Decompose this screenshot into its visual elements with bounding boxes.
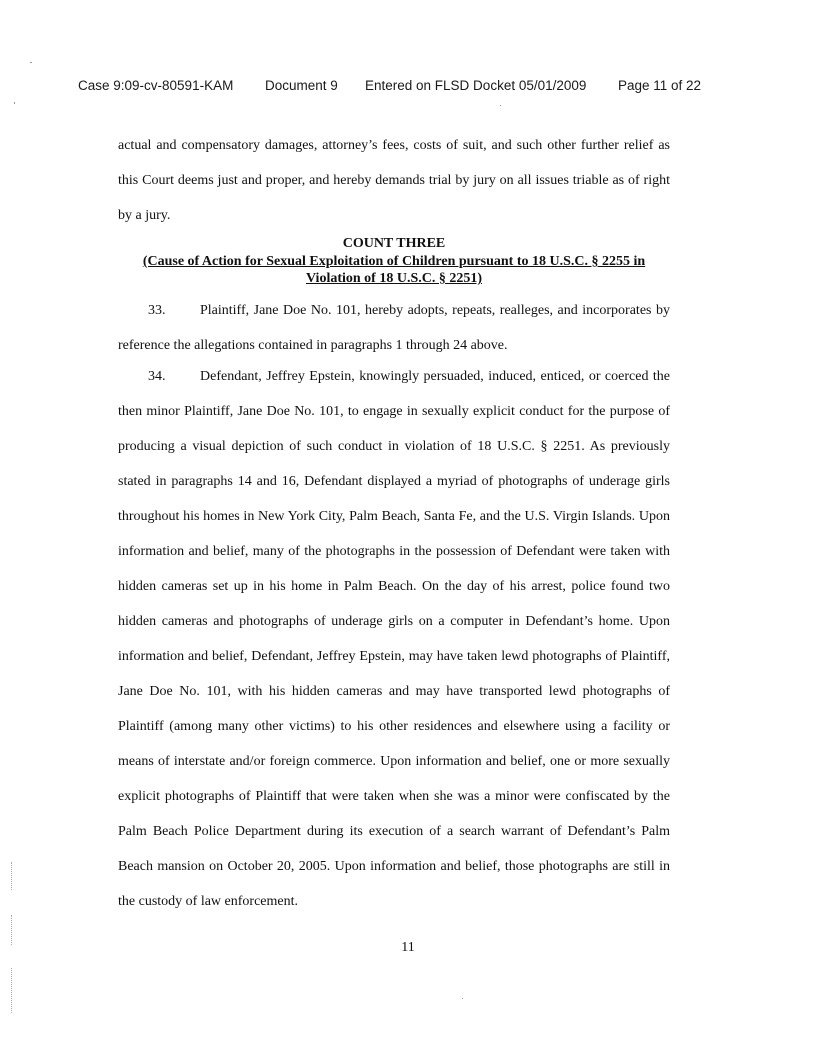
paragraph-33 [118, 293, 670, 363]
scan-speck [14, 102, 15, 104]
scan-margin-mark [11, 915, 13, 945]
paragraph-text: Defendant, Jeffrey Epstein, knowingly persuaded, induced, enticed, or coerced the then minor Plaintiff, Jane Doe No. 101, to engage in sexually explicit conduct for the purpose of producing a visual depiction of such conduct in violation of 18 U.S.C. § 2251. As previously stated in paragraphs 14 and 16, Defendant displayed a myriad of photographs of underage girls throughout his homes in New York City, Palm Beach, Santa Fe, and the U.S. Virgin Islands. Upon information and belief, many of the photographs in the possession of Defendant were taken with hidden cameras set up in his home in Palm Beach. On the day of his arrest, police found two hidden cameras and photographs of underage girls on a computer in Defendant’s home. Upon information and belief, Defendant, Jeffrey Epstein, may have taken lewd photographs of Plaintiff, Jane Doe No. 101, with his hidden cameras and may have transported lewd photographs of Plaintiff (among many other victims) to his other residences and elsewhere using a facility or means of interstate and/or foreign commerce. Upon information and belief, one or more sexually explicit photographs of Plaintiff that were taken when she was a minor were confiscated by the Palm Beach Police Department during its execution of a search warrant of Defendant’s Palm Beach mansion on October 20, 2005. Upon information and belief, those photographs are still in the custody of law enforcement. [118, 369, 670, 909]
scan-margin-mark [11, 968, 13, 1013]
paragraph-number: 33. [148, 303, 166, 318]
count-title: COUNT THREE [342, 236, 446, 251]
scan-margin-mark [11, 862, 13, 890]
docket-entry-date: Entered on FLSD Docket 05/01/2009 [365, 78, 587, 93]
paragraph-34 [118, 359, 670, 919]
page-indicator: Page 11 of 22 [618, 78, 702, 93]
count-subtitle-line-1: (Cause of Action for Sexual Exploitation of Children pursuant to 18 U.S.C. § 2255 in [142, 254, 646, 269]
case-number: Case 9:09-cv-80591-KAM [78, 78, 234, 93]
page-number: 11 [401, 940, 415, 955]
scan-speck [462, 998, 463, 999]
count-heading [118, 235, 670, 287]
paragraph-text: Plaintiff, Jane Doe No. 101, hereby adopts, repeats, realleges, and incorporates by reference the allegations contained in paragraphs 1 through 24 above. [118, 303, 670, 353]
scan-speck [30, 62, 32, 63]
paragraph-number: 34. [148, 369, 166, 384]
document-number: Document 9 [265, 78, 338, 93]
count-subtitle-line-2: Violation of 18 U.S.C. § 2251) [305, 271, 483, 286]
scan-speck [500, 105, 501, 106]
continued-paragraph: actual and compensatory damages, attorney’s fees, costs of suit, and such other further relief as this Court deems just and proper, and hereby demands trial by jury on all issues triable as of right by a jury. [118, 138, 670, 223]
